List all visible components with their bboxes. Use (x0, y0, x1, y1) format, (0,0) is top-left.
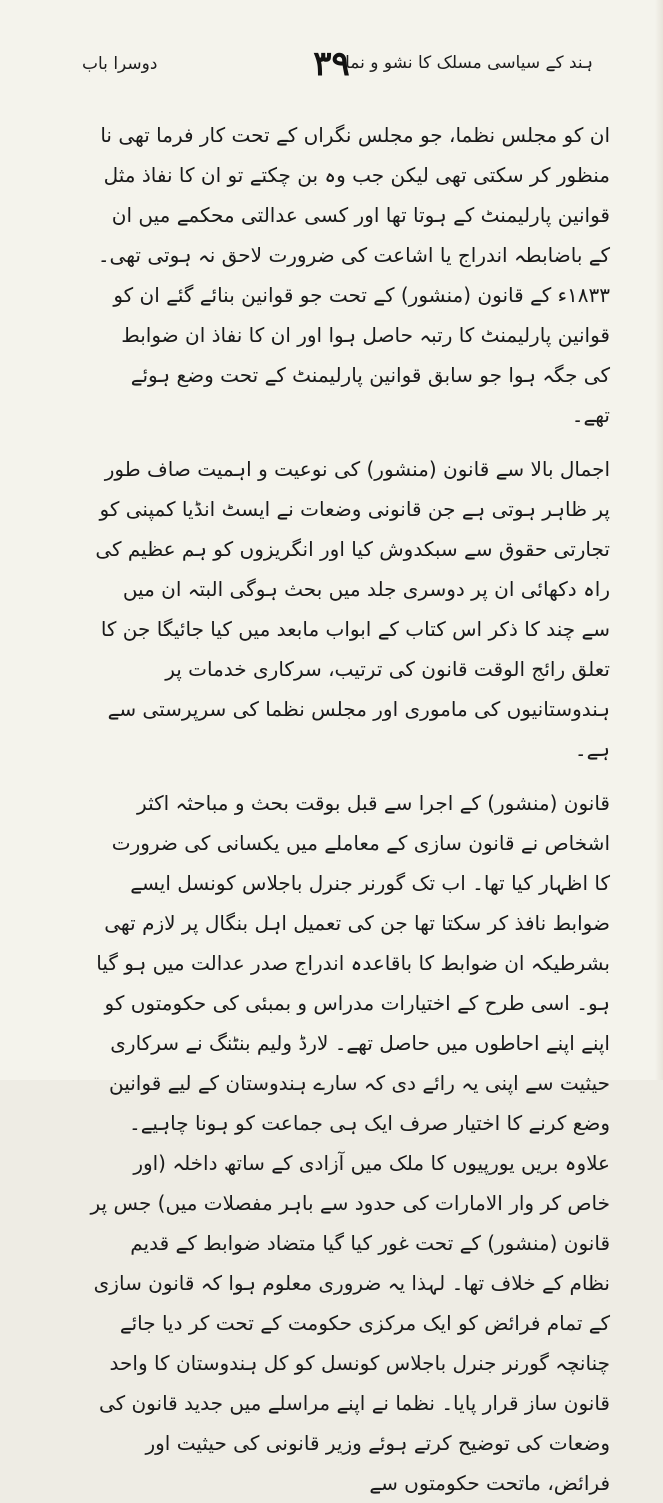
book-title: ہند کے سیاسی مسلک کا نشو و نما (345, 53, 593, 73)
body-text (90, 115, 610, 1503)
page-gutter-shadow (655, 0, 663, 1080)
paragraph-4: قانون (منشور) کے اجرا سے قبل بوقت بحث و مباحثہ اکثر اشخاص نے قانون سازی کے معاملے میں یکسانی کی ضرورت کا اظہار کیا تھا۔ اب تک گورنر جنرل باجلاس کونسل ایسے ضوابط نافذ کر سکتا تھا جن کی تعمیل اہل بنگال پر لازم تھی بشرطیکہ ان ضوابط کا باقاعدہ اندراج صدر عدالت میں ہو گیا ہو۔ اسی طرح کے اختیارات مدراس و بمبئی کی حکومتوں کو اپنے اپنے احاطوں میں حاصل تھے۔ لارڈ ولیم بنٹنگ نے سرکاری حیثیت سے اپنی یہ رائے دی کہ سارے ہندوستان کے لیے قوانین وضع کرنے کا اختیار صرف ایک ہی جماعت کو ہونا چاہیے۔ علاوہ بریں یورپیوں کا ملک میں آزادی کے ساتھ داخلہ (اور خاص کر وار الامارات کی حدود سے باہر مفصلات میں) جس پر قانون (منشور) کے تحت غور کیا گیا متضاد ضوابط کے قدیم نظام کے خلاف تھا۔ لہذا یہ ضروری معلوم ہوا کہ قانون سازی کے تمام فرائض کو ایک مرکزی حکومت کے تحت کر دیا جائے چنانچہ گورنر جنرل باجلاس کونسل کو کل ہندوستان کا واحد قانون ساز قرار پایا۔ نظما نے اپنے مراسلے میں جدید قانون کی وضعات کی توضیح کرتے ہوئے وزیر قانونی کی حیثیت اور فرائض، ماتحت حکومتوں سے (90, 791, 610, 1495)
paragraph-3: اجمال بالا سے قانون (منشور) کی نوعیت و اہمیت صاف طور پر ظاہر ہوتی ہے جن قانونی وضعات نے ایسٹ انڈیا کمپنی کو تجارتی حقوق سے سبکدوش کیا اور انگریزوں کو ہم عظیم کی راہ دکھائی ان پر دوسری جلد میں بحث ہوگی البتہ ان میں سے چند کا ذکر اس کتاب کے ابواب مابعد میں کیا جائیگا جن کا تعلق رائج الوقت قانون کی ترتیب، سرکاری خدمات پر ہندوستانیوں کی ماموری اور مجلس نظما کی سرپرستی سے ہے۔ (95, 457, 610, 761)
running-header (70, 40, 593, 90)
chapter-label: دوسرا باب (82, 54, 158, 74)
paragraph-1: ان کو مجلس نظما، جو مجلس نگراں کے تحت کار فرما تھی نا منظور کر سکتی تھی لیکن جب وہ بن چکتے تو ان کا نفاذ مثل قوانین پارلیمنٹ کے ہوتا تھا اور کسی عدالتی محکمے میں ان کے باضابطہ اندراج یا اشاعت کی ضرورت لاحق نہ ہوتی تھی۔ (97, 123, 610, 267)
page-number: ۳۹ (313, 44, 350, 84)
paragraph-2: ۱۸۳۳ء کے قانون (منشور) کے تحت جو قوانین بنائے گئے ان کو قوانین پارلیمنٹ کا رتبہ حاصل ہوا اور ان کا نفاذ ان ضوابط کی جگہ ہوا جو سابق قوانین پارلیمنٹ کے تحت وضع ہوئے تھے۔ (113, 283, 610, 427)
